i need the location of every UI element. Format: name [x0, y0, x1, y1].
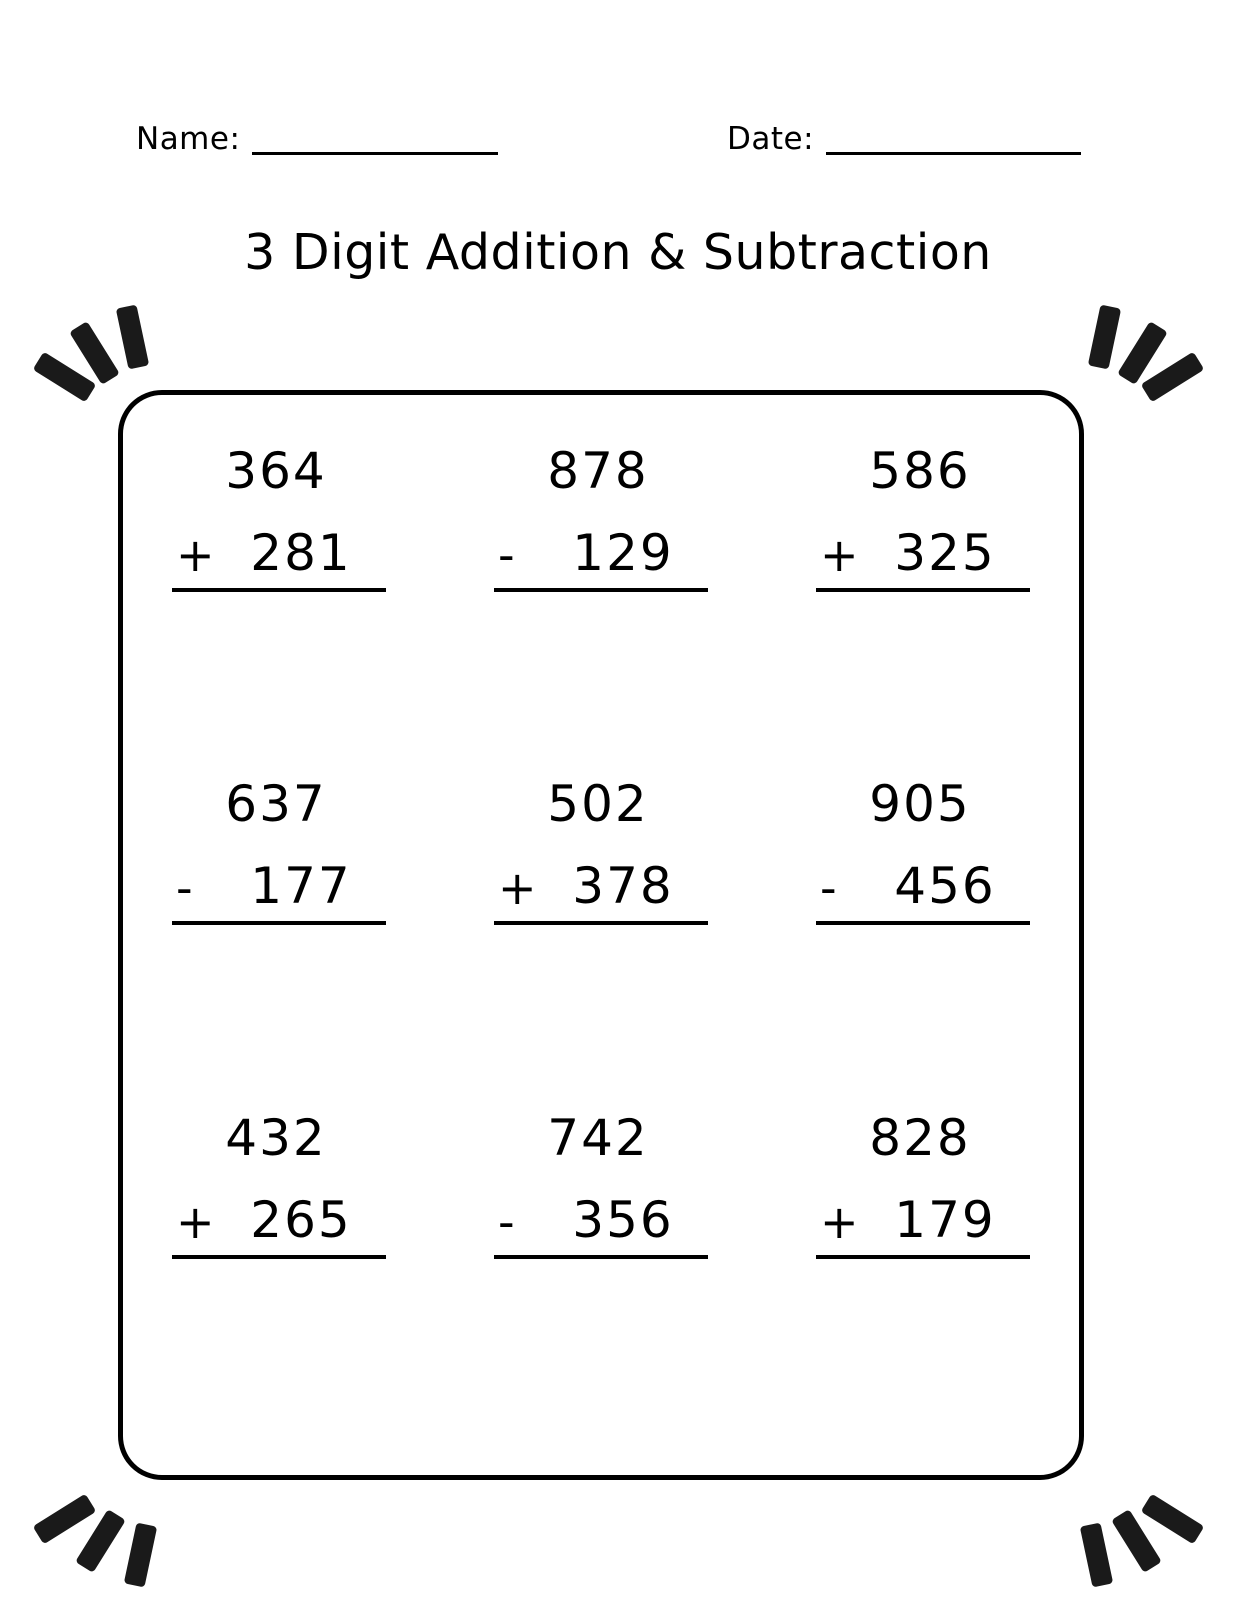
problem-bottom-number: 378 [572, 857, 674, 916]
problem-operator: - [820, 861, 837, 916]
problem-operator: + [176, 1194, 215, 1249]
problem-top-number: 586 [869, 442, 971, 500]
problem-operator: - [176, 861, 193, 916]
problem-top-number: 905 [869, 775, 971, 834]
problem-bottom-number: 281 [250, 524, 352, 582]
problem-top-number: 364 [225, 442, 327, 500]
problem-operator: + [820, 1194, 859, 1249]
problem-operator: - [498, 528, 515, 582]
problem-bottom-row [816, 857, 1030, 925]
problem-bottom-row [494, 1190, 708, 1259]
date-field[interactable] [727, 121, 1081, 157]
problem-bottom-row [494, 857, 708, 925]
problem-bottom-number: 356 [572, 1190, 674, 1249]
problem-bottom-row [494, 524, 708, 592]
problem-6 [762, 753, 1084, 1086]
problems-grid [118, 420, 1084, 1420]
problem-bottom-row [816, 524, 1030, 592]
problem-bottom-number: 177 [250, 857, 352, 916]
problem-9 [762, 1087, 1084, 1420]
problem-bottom-number: 179 [894, 1190, 996, 1249]
date-label: Date: [727, 121, 815, 157]
problem-top-number: 432 [225, 1108, 327, 1167]
problem-4 [118, 753, 440, 1086]
problem-top-number: 828 [869, 1108, 971, 1167]
problem-1 [118, 420, 440, 753]
problem-3 [762, 420, 1084, 753]
problem-top-number: 742 [547, 1108, 649, 1167]
problem-operator: - [498, 1194, 515, 1249]
problem-8 [440, 1087, 762, 1420]
problem-5 [440, 753, 762, 1086]
problem-top-number: 637 [225, 775, 327, 834]
problem-7 [118, 1087, 440, 1420]
problem-bottom-number: 325 [894, 524, 996, 582]
problem-bottom-number: 129 [572, 524, 674, 582]
problem-2 [440, 420, 762, 753]
name-field[interactable] [136, 121, 498, 157]
problem-bottom-number: 456 [894, 857, 996, 916]
date-write-line[interactable] [826, 126, 1081, 155]
page-title: 3 Digit Addition & Subtraction [244, 224, 992, 281]
problem-bottom-row [816, 1190, 1030, 1259]
problem-bottom-row [172, 1190, 386, 1259]
problem-bottom-row [172, 857, 386, 925]
problem-top-number: 502 [547, 775, 649, 834]
name-write-line[interactable] [252, 126, 498, 155]
problem-top-number: 878 [547, 442, 649, 500]
problem-operator: + [176, 528, 215, 582]
worksheet-header [0, 121, 1236, 184]
problem-bottom-row [172, 524, 386, 592]
problem-bottom-number: 265 [250, 1190, 352, 1249]
name-label: Name: [136, 121, 241, 157]
problem-operator: + [820, 528, 859, 582]
problem-operator: + [498, 861, 537, 916]
